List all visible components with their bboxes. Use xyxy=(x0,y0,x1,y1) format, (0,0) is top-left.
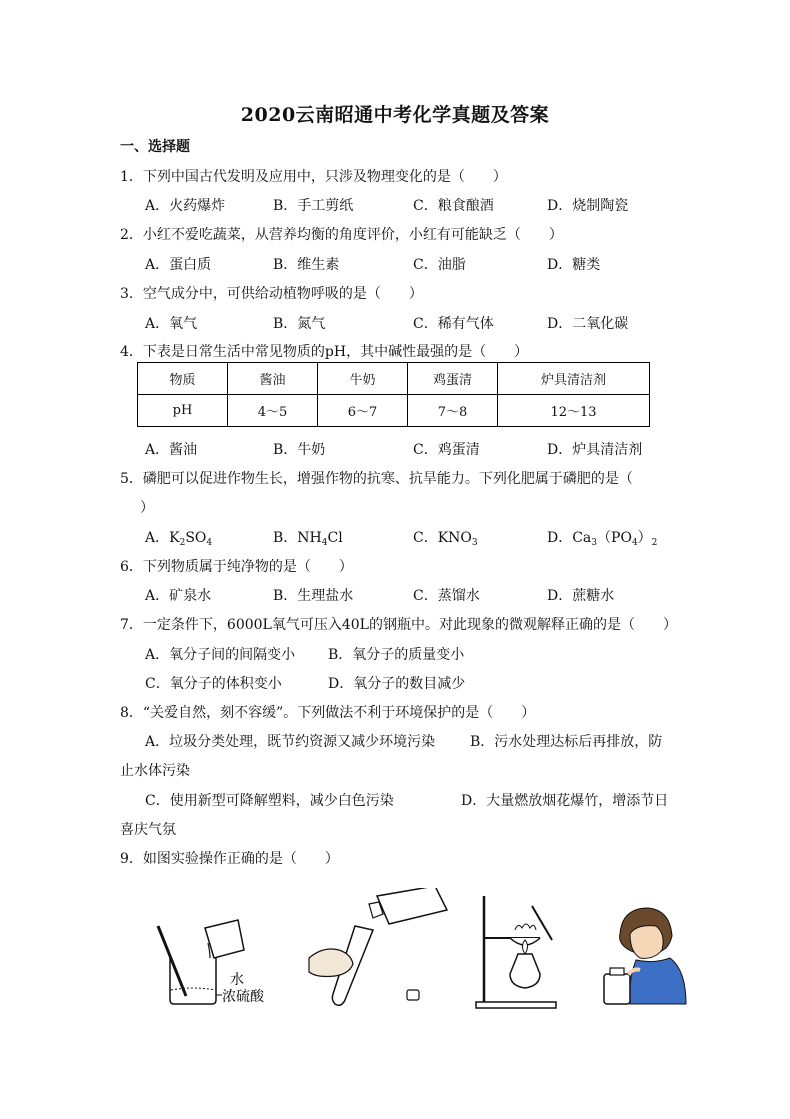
glass-rod xyxy=(158,926,186,996)
question-6-stem: 6．下列物质属于纯净物的是（ ） xyxy=(120,559,353,575)
section-heading: 一、选择题 xyxy=(120,139,190,155)
question-5-stem-end: ） xyxy=(140,500,154,516)
table-header-cell: 酱油 xyxy=(228,363,318,395)
table-cell: pH xyxy=(138,395,228,427)
q7-option-c: C．氧分子的体积变小 xyxy=(145,676,282,692)
figure-smell-gas xyxy=(600,888,690,1013)
q4-option-b: B．牛奶 xyxy=(273,442,326,458)
q4-option-c: C．鸡蛋清 xyxy=(413,442,480,458)
q8-option-c: C．使用新型可降解塑料，减少白色污染 xyxy=(145,793,394,809)
table-cell: 6～7 xyxy=(318,395,408,427)
question-9-stem: 9．如图实验操作正确的是（ ） xyxy=(120,851,339,867)
table-row xyxy=(138,363,650,395)
table-header-cell: 鸡蛋清 xyxy=(408,363,498,395)
q6-option-b: B．生理盐水 xyxy=(273,588,354,604)
figure-dilute-acid xyxy=(150,888,280,1013)
table-cell: 12～13 xyxy=(498,395,650,427)
q3-option-b: B．氮气 xyxy=(273,316,326,332)
label-acid: 浓硫酸 xyxy=(222,989,264,1005)
q1-option-b: B．手工剪纸 xyxy=(273,198,354,214)
table-header-cell: 物质 xyxy=(138,363,228,395)
boy-shirt xyxy=(630,958,686,1004)
q5-option-a: A．$K_2SO_4$ xyxy=(145,530,213,548)
q4-option-d: D．炉具清洁剂 xyxy=(547,442,643,458)
table-row xyxy=(138,395,650,427)
q7-option-d: D．氧分子的数目减少 xyxy=(328,676,466,692)
q8-option-b: B．污水处理达标后再排放，防 xyxy=(470,734,663,750)
question-1-stem: 1．下列中国古代发明及应用中，只涉及物理变化的是（ ） xyxy=(120,169,507,185)
q3-option-d: D．二氧化碳 xyxy=(547,316,629,332)
q8-option-b-cont: 止水体污染 xyxy=(120,763,190,779)
q1-option-a: A．火药爆炸 xyxy=(145,198,226,214)
q2-option-c: C．油脂 xyxy=(413,257,466,273)
q2-option-b: B．维生素 xyxy=(273,257,340,273)
question-7-stem: 7．一定条件下，6000L氧气可压入40L的钢瓶中。对此现象的微观解释正确的是（ ） xyxy=(120,617,677,633)
reagent-bottle xyxy=(377,888,447,924)
q6-option-a: A．矿泉水 xyxy=(145,588,212,604)
q5-option-b: B．$NH_4Cl$ xyxy=(273,530,343,548)
table-header-cell: 牛奶 xyxy=(318,363,408,395)
bottle-stopper xyxy=(407,990,419,1000)
question-8-stem: 8．“关爱自然，刻不容缓”。下列做法不利于环境保护的是（ ） xyxy=(120,705,536,721)
label-water: 水 xyxy=(230,972,244,988)
figure-evaporation xyxy=(470,888,570,1013)
question-3-stem: 3．空气成分中，可供给动植物呼吸的是（ ） xyxy=(120,286,423,302)
page-title: 2020云南昭通中考化学真题及答案 xyxy=(240,104,550,126)
q2-option-d: D．糖类 xyxy=(547,257,601,273)
q2-option-a: A．蛋白质 xyxy=(145,257,212,273)
q4-option-a: A．酱油 xyxy=(145,442,198,458)
gas-bottle xyxy=(604,974,630,1004)
boy-face xyxy=(630,926,663,959)
q6-option-d: D．蔗糖水 xyxy=(547,588,615,604)
table-cell: 7～8 xyxy=(408,395,498,427)
beaker xyxy=(170,956,216,1004)
q7-option-a: A．氧分子间的间隔变小 xyxy=(145,647,296,663)
q3-option-a: A．氧气 xyxy=(145,316,198,332)
question-5-stem: 5．磷肥可以促进作物生长，增强作物的抗寒、抗旱能力。下列化肥属于磷肥的是（ xyxy=(120,471,633,487)
question-2-stem: 2．小红不爱吃蔬菜，从营养均衡的角度评价，小红有可能缺乏（ ） xyxy=(120,227,563,243)
q5-option-c: C．$KNO_3$ xyxy=(413,530,478,548)
question-4-stem: 4．下表是日常生活中常见物质的pH，其中碱性最强的是（ ） xyxy=(120,344,529,360)
q8-option-d-cont: 喜庆气氛 xyxy=(120,822,176,838)
q8-option-d: D．大量燃放烟花爆竹，增添节日 xyxy=(461,793,669,809)
pouring-beaker xyxy=(205,920,244,958)
q5-option-d: D．$Ca_3(PO_4)_2$ xyxy=(547,530,658,548)
table-cell: 4～5 xyxy=(228,395,318,427)
q8-option-a: A．垃圾分类处理，既节约资源又减少环境污染 xyxy=(145,734,436,750)
q7-option-b: B．氧分子的质量变小 xyxy=(328,647,465,663)
table-header-cell: 炉具清洁剂 xyxy=(498,363,650,395)
q6-option-c: C．蒸馏水 xyxy=(413,588,480,604)
q1-option-d: D．烧制陶瓷 xyxy=(547,198,629,214)
ph-table xyxy=(137,362,650,427)
figure-pour-liquid xyxy=(305,888,450,1013)
alcohol-lamp xyxy=(510,954,540,988)
q3-option-c: C．稀有气体 xyxy=(413,316,494,332)
q1-option-c: C．粮食酿酒 xyxy=(413,198,494,214)
hand xyxy=(309,949,353,977)
